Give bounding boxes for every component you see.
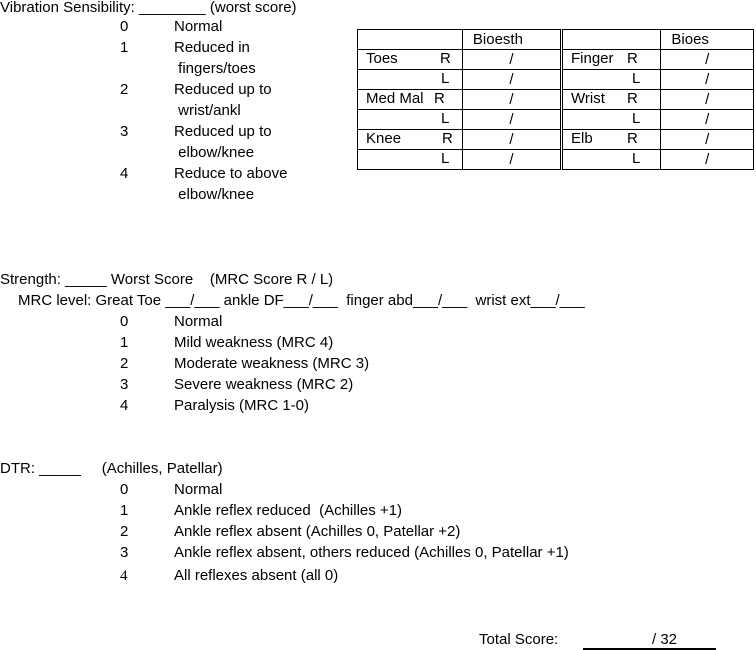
side-label: R: [442, 130, 453, 147]
strength-score-2: 2: [120, 355, 129, 372]
strength-desc-3: Severe weakness (MRC 2): [174, 376, 354, 393]
dtr-desc-1: Ankle reflex reduced (Achilles +1): [174, 502, 403, 519]
site-label: Finger: [571, 50, 614, 67]
vibration-desc-3a: Reduced up to: [174, 123, 272, 140]
vibration-desc-3b: elbow/knee: [174, 144, 255, 161]
total-score-max: / 32: [652, 631, 678, 648]
strength-score-0: 0: [120, 313, 129, 330]
vibration-desc-1b: fingers/toes: [174, 60, 256, 77]
bioesth-value-field[interactable]: /: [462, 110, 561, 130]
dtr-desc-0: Normal: [174, 481, 223, 498]
dtr-score-2: 2: [120, 523, 129, 540]
header-bioesth-right: Bioes: [661, 30, 754, 50]
dtr-desc-3: Ankle reflex absent, others reduced (Achilles 0, Patellar +1): [174, 544, 569, 561]
side-label: R: [627, 90, 638, 107]
bioesth-value-field[interactable]: /: [661, 150, 754, 170]
dtr-title: DTR: _____ (Achilles, Patellar): [0, 460, 223, 477]
table-row: [358, 70, 754, 90]
strength-desc-1: Mild weakness (MRC 4): [174, 334, 334, 351]
vibration-title: Vibration Sensibility: ________ (worst score): [0, 0, 297, 16]
bioesth-value-field[interactable]: /: [661, 70, 754, 90]
dtr-score-1: 1: [120, 502, 129, 519]
bioesth-value-field[interactable]: /: [462, 90, 561, 110]
vibration-score-1: 1: [120, 39, 129, 56]
strength-score-4: 4: [120, 397, 129, 414]
site-label: Elb: [571, 130, 593, 147]
vibration-desc-1a: Reduced in: [174, 39, 250, 56]
side-label: R: [440, 50, 451, 67]
site-label: Toes: [366, 50, 398, 67]
vibration-desc-2b: wrist/ankl: [174, 102, 241, 119]
header-bioesth-left: Bioesth: [462, 30, 561, 50]
strength-desc-4: Paralysis (MRC 1-0): [174, 397, 310, 414]
side-label: L: [441, 70, 450, 87]
dtr-score-4: 4: [120, 568, 128, 584]
bioesth-value-field[interactable]: /: [661, 50, 754, 70]
strength-title: Strength: _____ Worst Score (MRC Score R / L): [0, 271, 334, 288]
dtr-desc-2: Ankle reflex absent (Achilles 0, Patellar +2): [174, 523, 461, 540]
site-label: Med Mal: [366, 90, 424, 107]
bioesth-value-field[interactable]: /: [661, 130, 754, 150]
strength-score-1: 1: [120, 334, 129, 351]
bioesth-value-field[interactable]: /: [462, 130, 561, 150]
side-label: L: [441, 110, 450, 127]
vibration-desc-0: Normal: [174, 18, 223, 35]
dtr-desc-4: All reflexes absent (all 0): [174, 567, 339, 584]
vibration-score-0: 0: [120, 18, 129, 35]
header-blank-1: [358, 30, 463, 50]
vibration-score-4: 4: [120, 165, 129, 182]
bioesth-value-field[interactable]: /: [462, 150, 561, 170]
strength-desc-2: Moderate weakness (MRC 3): [174, 355, 370, 372]
side-label: L: [441, 150, 450, 167]
bioesth-value-field[interactable]: /: [462, 70, 561, 90]
vibration-desc-2a: Reduced up to: [174, 81, 272, 98]
table-header-row: [358, 30, 754, 50]
total-score-label: Total Score:: [479, 631, 559, 648]
mrc-level-line: MRC level: Great Toe ___/___ ankle DF___/___ finger abd___/___ wrist ext___/___: [18, 292, 585, 309]
bioesth-value-field[interactable]: /: [661, 90, 754, 110]
side-label: R: [627, 50, 638, 67]
side-label: L: [632, 150, 641, 167]
table-row: [358, 150, 754, 170]
side-label: L: [632, 70, 641, 87]
side-label: R: [627, 130, 638, 147]
vibration-score-3: 3: [120, 123, 129, 140]
header-blank-2: [562, 30, 661, 50]
total-score-field[interactable]: [583, 630, 716, 650]
table-row: [358, 110, 754, 130]
vibration-desc-4b: elbow/knee: [174, 186, 255, 203]
table-row: [358, 130, 754, 150]
side-label: L: [632, 110, 641, 127]
bioesth-value-field[interactable]: /: [661, 110, 754, 130]
strength-desc-0: Normal: [174, 313, 223, 330]
bioesthesiometer-table: [357, 29, 754, 170]
site-label: Wrist: [571, 90, 605, 107]
dtr-score-3: 3: [120, 544, 129, 561]
side-label: R: [434, 90, 445, 107]
vibration-score-2: 2: [120, 81, 129, 98]
dtr-score-0: 0: [120, 481, 129, 498]
strength-score-3: 3: [120, 376, 129, 393]
vibration-desc-4a: Reduce to above: [174, 165, 288, 182]
table-row: [358, 90, 754, 110]
site-label: Knee: [366, 130, 402, 147]
bioesth-value-field[interactable]: /: [462, 50, 561, 70]
table-row: [358, 50, 754, 70]
